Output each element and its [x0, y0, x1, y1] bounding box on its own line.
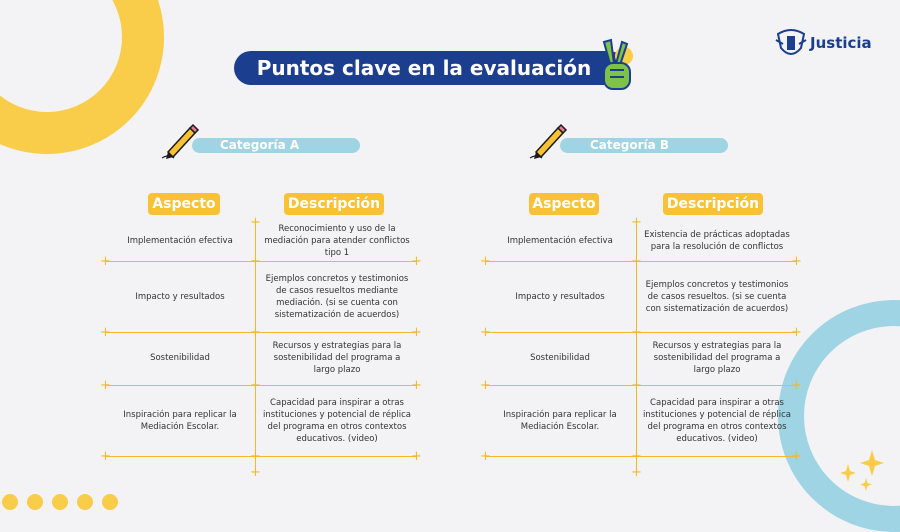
- plus-mark: +: [791, 449, 802, 464]
- plus-mark: +: [250, 465, 261, 480]
- plus-mark: +: [631, 254, 642, 269]
- description-header: Descripción: [663, 193, 763, 215]
- plus-mark: +: [250, 254, 261, 269]
- plus-mark: +: [100, 378, 111, 393]
- decorative-dots: [2, 494, 118, 510]
- description-header: Descripción: [284, 193, 384, 215]
- plus-mark: +: [411, 325, 422, 340]
- plus-mark: +: [791, 254, 802, 269]
- plus-mark: +: [100, 325, 111, 340]
- plus-mark: +: [100, 449, 111, 464]
- coat-of-arms-icon: [774, 26, 808, 62]
- plus-mark: +: [631, 378, 642, 393]
- plus-mark: +: [250, 378, 261, 393]
- plus-mark: +: [411, 378, 422, 393]
- aspect-header: Aspecto: [148, 193, 220, 215]
- aspect-cell: Sostenibilidad: [530, 353, 590, 363]
- page-title: Puntos clave en la evaluación: [256, 56, 592, 80]
- plus-mark: +: [411, 449, 422, 464]
- plus-mark: +: [480, 449, 491, 464]
- description-cell: Recursos y estrategias para la sostenibilidad del programa a largo plazo: [652, 341, 782, 375]
- plus-mark: +: [250, 449, 261, 464]
- description-cell: Ejemplos concretos y testimonios de casos resueltos mediante mediación. (si se cuenta con sistematización de acuerdos): [265, 274, 409, 320]
- plus-mark: +: [411, 254, 422, 269]
- aspect-cell: Implementación efectiva: [127, 236, 233, 246]
- plus-mark: +: [791, 378, 802, 393]
- aspect-header: Aspecto: [529, 193, 599, 215]
- plus-mark: +: [480, 254, 491, 269]
- plus-mark: +: [631, 215, 642, 230]
- plus-mark: +: [791, 325, 802, 340]
- plus-mark: +: [250, 215, 261, 230]
- plus-mark: +: [100, 254, 111, 269]
- plus-mark: +: [631, 449, 642, 464]
- description-cell: Existencia de prácticas adoptadas para la resolución de conflictos: [644, 230, 790, 252]
- description-cell: Capacidad para inspirar a otras instituciones y potencial de réplica del programa en otros contextos educativos. (video): [262, 398, 412, 444]
- category-a-label: Categoría A: [220, 138, 300, 152]
- plus-mark: +: [631, 325, 642, 340]
- decorative-yellow-ring: [0, 0, 164, 154]
- logo-text: Justicia: [810, 34, 872, 52]
- aspect-cell: Implementación efectiva: [507, 236, 613, 246]
- plus-mark: +: [631, 465, 642, 480]
- aspect-cell: Impacto y resultados: [135, 292, 225, 302]
- description-cell: Ejemplos concretos y testimonios de casos resueltos. (si se cuenta con sistematización de acuerdos): [645, 280, 789, 314]
- category-b-label: Categoría B: [590, 138, 670, 152]
- sparkle-icon: [836, 446, 886, 492]
- peace-hand-icon: [596, 36, 636, 94]
- aspect-cell: Inspiración para replicar la Mediación Escolar.: [503, 410, 617, 432]
- aspect-cell: Sostenibilidad: [150, 353, 210, 363]
- aspect-cell: Inspiración para replicar la Mediación Escolar.: [123, 410, 237, 432]
- description-cell: Reconocimiento y uso de la mediación para atender conflictos tipo 1: [264, 224, 410, 258]
- plus-mark: +: [480, 378, 491, 393]
- description-cell: Capacidad para inspirar a otras instituciones y potencial de réplica del programa en otros contextos educativos. (video): [642, 398, 792, 444]
- plus-mark: +: [250, 325, 261, 340]
- aspect-cell: Impacto y resultados: [515, 292, 605, 302]
- description-cell: Recursos y estrategias para la sostenibilidad del programa a largo plazo: [272, 341, 402, 375]
- plus-mark: +: [480, 325, 491, 340]
